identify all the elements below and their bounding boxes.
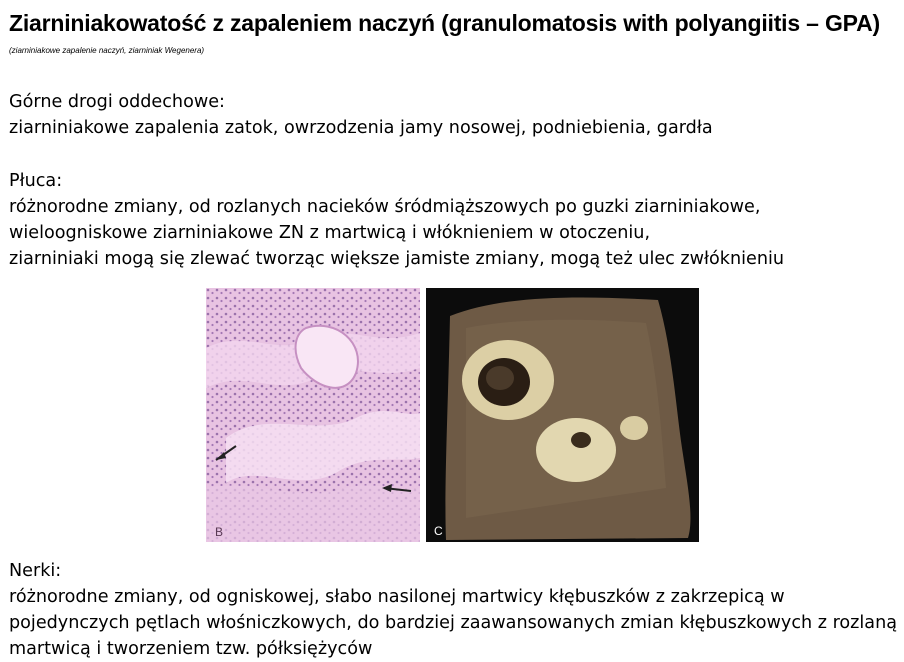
section-text-line: ziarniniaki mogą się zlewać tworząc większe jamiste zmiany, mogą też ulec zwłóknieniu bbox=[9, 249, 785, 269]
lung-specimen-image bbox=[426, 288, 699, 542]
figure-label-c: C bbox=[434, 524, 443, 538]
section-text-line: ziarniniakowe zapalenia zatok, owrzodzenia jamy nosowej, podniebienia, gardła bbox=[9, 118, 713, 138]
section-lungs bbox=[9, 168, 784, 272]
section-heading: Górne drogi oddechowe: bbox=[9, 92, 225, 112]
section-text-line: wieloogniskowe ziarniniakowe ZN z martwicą i włóknieniem w otoczeniu, bbox=[9, 223, 651, 243]
page-title: Ziarniniakowatość z zapaleniem naczyń (granulomatosis with polyangiitis – GPA) bbox=[9, 10, 880, 36]
histology-image bbox=[206, 288, 420, 542]
histology-drawing bbox=[206, 288, 420, 542]
section-heading: Nerki: bbox=[9, 561, 62, 581]
page-subtitle: (ziarniniakowe zapalenie naczyń, ziarniniak Wegenera) bbox=[9, 46, 205, 55]
section-text-line: martwicą i tworzeniem tzw. półksiężyców bbox=[9, 639, 373, 659]
section-text-line: pojedynczych pętlach włośniczkowych, do bardziej zaawansowanych zmian kłębuszkowych z rozlaną bbox=[9, 613, 898, 633]
section-upper-airways bbox=[9, 89, 713, 141]
lung-specimen-drawing bbox=[426, 288, 699, 542]
section-heading: Płuca: bbox=[9, 171, 63, 191]
figure-label-b: B bbox=[215, 525, 224, 539]
section-text-line: różnorodne zmiany, od ogniskowej, słabo nasilonej martwicy kłębuszków z zakrzepicą w bbox=[9, 587, 785, 607]
section-text-line: różnorodne zmiany, od rozlanych nacieków śródmiąższowych po guzki ziarniniakowe, bbox=[9, 197, 761, 217]
section-kidneys bbox=[9, 558, 897, 662]
